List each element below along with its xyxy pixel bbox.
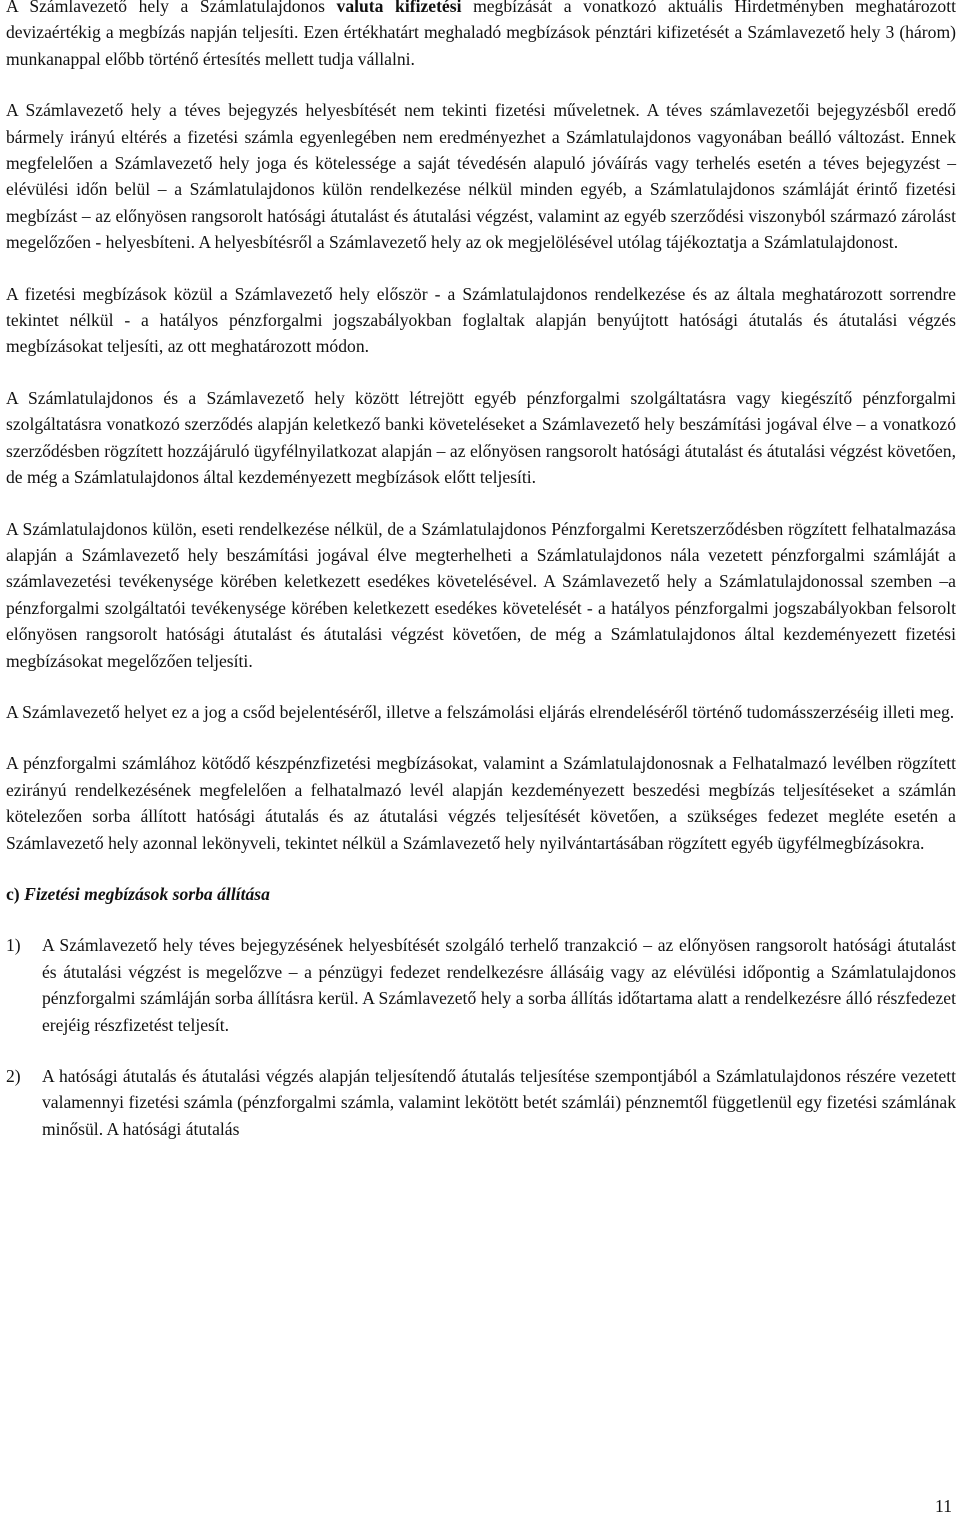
page-number: 11	[935, 1496, 952, 1516]
paragraph-text: A Számlavezető hely a Számlatulajdonos	[6, 0, 337, 16]
list-item-text: A Számlavezető hely téves bejegyzésének helyesbítését szolgáló terhelő tranzakció – az előnyösen rangsorolt hatósági átutalást és átutalási végzést is megelőzve – a pénzügyi fedezet rendelkezésre állásáig vagy az elévülési időpontig a Számlatulajdonos pénzforgalmi számláján sorba állításra kerül. A Számlavezető hely a sorba állítás időtartama alatt a rendelkezésre álló részfedezet erejéig részfizetést teljesít.	[42, 935, 956, 1035]
bold-phrase: valuta kifizetési	[336, 0, 462, 16]
section-title: Fizetési megbízások sorba állítása	[24, 883, 270, 904]
paragraph-keretszerzodes: A Számlatulajdonos külön, eseti rendelkezése nélkül, de a Számlatulajdonos Pénzforgalmi Keretszerződésben rögzített felhatalmazása alapján a Számlavezető hely beszámítási jogával élve megterhelheti a Számlatulajdonos nála vezetett pénzforgalmi számláját a számlavezetési tevékenysége körében keletkezett esedékes követelésével. A Számlavezető hely a Számlatulajdonossal szemben –a pénzforgalmi szolgáltatói tevékenysége körében keletkezett esedékes követelését - a hatályos pénzforgalmi jogszabályokban felsorolt előnyösen rangsorolt hatósági átutalást és átutalási végzést követően, de még a Számlatulajdonos által kezdeményezett fizetési megbízásokat megelőzően teljesíti.	[6, 518, 956, 671]
paragraph-keszpenzfizetes: A pénzforgalmi számlához kötődő készpénzfizetési megbízásokat, valamint a Számlatulajdonosnak a Felhatalmazó levélben rögzített ezirányú rendelkezésének megfelelően a felhatalmazó levél alapján kezdeményezett beszedési megbízás teljesítéseket a számlán kötelezően sorba állított hatósági átutalás és az átutalási végzés teljesítését követően, a szükséges fedezet megléte esetén a Számlavezető hely azonnal lekönyveli, tekintet nélkül a Számlavezető hely nyilvántartásában rögzített egyéb ügyfélmegbízásokra.	[6, 753, 956, 853]
paragraph-text: megbízását a vonatkozó aktuális Hirdetményben meghatározott devizaértékig a megbízás napján teljesíti. Ezen értékhatárt meghaladó megbízások pénztári kifizetését a Számlavezető hely 3 (három) munkanappal előbb történő értesítés mellett tudja vállalni.	[6, 0, 957, 69]
document-page	[6, 0, 956, 1167]
paragraph-csod-bejelentes: A Számlavezető helyet ez a jog a csőd bejelentéséről, illetve a felszámolási eljárás elrendeléséről történő tudomásszerzéséig illeti meg.	[6, 701, 955, 722]
section-letter: c)	[6, 883, 20, 904]
paragraph-teves-bejegyzes: A Számlavezető hely a téves bejegyzés helyesbítését nem tekinti fizetési műveletnek. A téves számlavezetői bejegyzésből eredő bármely irányú eltérés a fizetési számla egyenlegében nem eredményezhet a Számlatulajdonos vagyonában beálló változást. Ennek megfelelően a Számlavezető hely joga és kötelessége a saját tévedésén alapuló jóváírás vagy terhelés esetén a téves bejegyzést – elévülési időn belül – a Számlatulajdonos külön rendelkezése nélkül minden egyéb, a Számlatulajdonos számláját érintő fizetési megbízást – az előnyösen rangsorolt hatósági átutalást és átutalási végzést, valamint az egyéb szerződési viszonyból származó zárolást megelőzően - helyesbíteni. A helyesbítésről a Számlavezető hely az ok megjelölésével utólag tájékoztatja a Számlatulajdonost.	[6, 100, 956, 253]
paragraph-valuta-kifizetes	[6, 0, 956, 72]
list-item-text: A hatósági átutalás és átutalási végzés alapján teljesítendő átutalás teljesítése szempontjából a Számlatulajdonos részére vezetett valamennyi fizetési számla (pénzforgalmi számla, valamint lekötött betét számlái) pénznemtől függetlenül egy fizetési számlának minősül. A hatósági átutalás	[42, 1066, 956, 1139]
list-item-number: 2)	[6, 1066, 21, 1086]
list-item	[6, 932, 956, 1038]
section-heading	[6, 881, 956, 907]
list-item-number: 1)	[6, 935, 21, 956]
paragraph-fizetesi-megbizasok: A fizetési megbízások közül a Számlavezető hely először - a Számlatulajdonos rendelkezése és az általa meghatározott sorrendre tekintet nélkül - a hatályos pénzforgalmi jogszabályokban foglaltak alapján benyújtott hatósági átutalás és átutalási végzés megbízásokat teljesíti, az ott meghatározott módon.	[6, 283, 956, 357]
paragraph-beszamitasi-jog: A Számlatulajdonos és a Számlavezető hely között létrejött egyéb pénzforgalmi szolgáltatásra vagy kiegészítő pénzforgalmi szolgáltatásra vonatkozó szerződés alapján keletkező banki követeléseket a Számlavezető hely beszámítási jogával élve – a vonatkozó szerződésben rögzített hozzájáruló ügyfélnyilatkozat alapján – az előnyösen rangsorolt hatósági átutalást és átutalási végzést követően, de még a Számlatulajdonos által kezdeményezett megbízások előtt teljesíti.	[6, 387, 956, 488]
list-item	[6, 1063, 956, 1142]
